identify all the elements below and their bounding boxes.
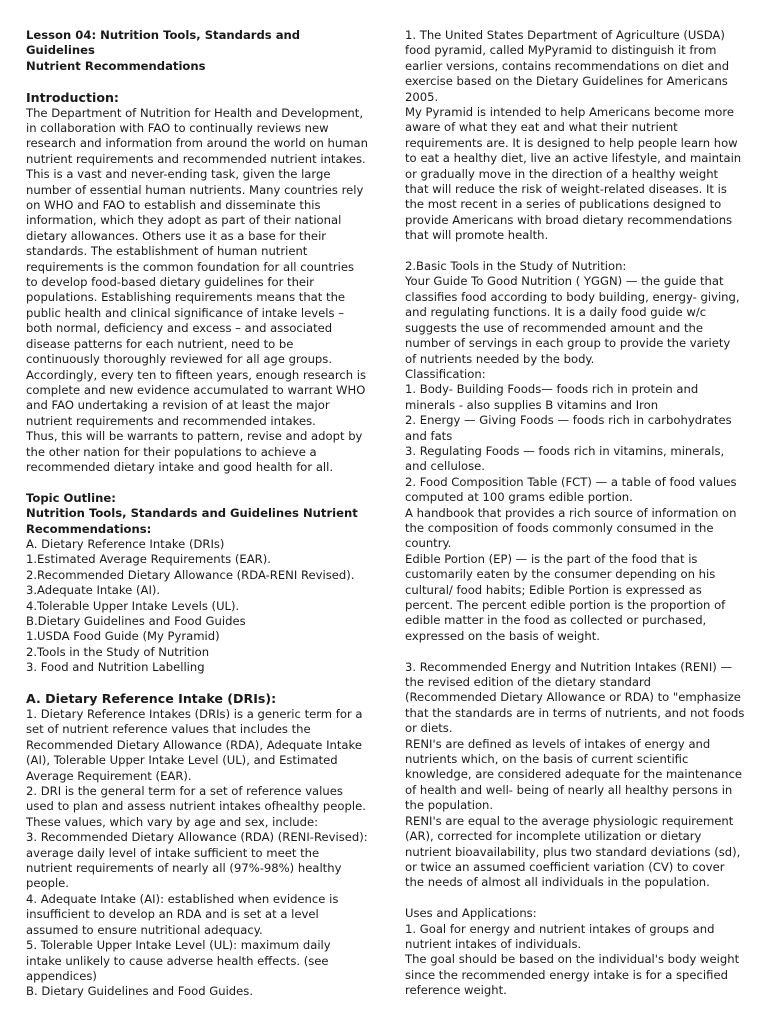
edible-portion-paragraph: Edible Portion (EP) — is the part of the food that is customarily eaten by the consumer depending on his cultural/ food habits; Edible Portion is expressed as percent. The percent edible portion is the proportion of edible matter in the food as collected or purchased, expressed on the basis of weight.: [405, 551, 726, 643]
intro-heading: Introduction:: [26, 89, 119, 105]
outline-heading: Topic Outline:: [26, 490, 116, 505]
reni-paragraph: 3. Recommended Energy and Nutrition Intakes (RENI) — the revised edition of the dietary standard (Recommended Dietary Allowance or RDA) to "emphasize that the standards are in terms of nutrients, and not foods or diets.: [405, 659, 745, 736]
mypyramid-paragraph: My Pyramid is intended to help Americans become more aware of what they eat and what their nutrient requirements are. It is designed to help people learn how to eat a healthy diet, live an active lifestyle, and maintain or gradually move in the direction of a healthy weight that will reduce the risk of weight-related diseases. It is the most recent in a series of publications designed to provide Americans with broad dietary recommendations that will promote health.: [405, 105, 742, 243]
right-column: [405, 28, 745, 999]
lesson-title: Lesson 04: Nutrition Tools, Standards and Guidelines: [26, 28, 301, 58]
outline-item: A. Dietary Reference Intake (DRIs): [26, 536, 225, 551]
outline-item: 3. Food and Nutrition Labelling: [26, 660, 205, 675]
dri-item: 2. DRI is the general term for a set of reference values used to plan and assess nutrient intakes ofhealthy people. These values, which vary by age and sex, include:: [26, 784, 366, 829]
outline-item: 4.Tolerable Upper Intake Levels (UL).: [26, 598, 240, 613]
classification-item: 2. Energy — Giving Foods — foods rich in carbohydrates and fats: [405, 413, 732, 443]
reni-definition: RENI's are defined as levels of intakes of energy and nutrients which, on the basis of current scientific knowledge, are considered adequate for the maintenance of health and well- being of nearly all healthy persons in the population.: [405, 736, 742, 813]
dri-item: 5. Tolerable Upper Intake Level (UL): maximum daily intake unlikely to cause adverse health effects. (see appendices): [26, 938, 331, 983]
outline-item: 3.Adequate Intake (AI).: [26, 583, 161, 598]
dri-item: 1. Dietary Reference Intakes (DRIs) is a generic term for a set of nutrient reference values that includes the Recommended Dietary Allowance (RDA), Adequate Intake (AI), Tolerable Upper Intake Level (UL), and Estimated Average Requirement (EAR).: [26, 707, 363, 783]
classification-item: 1. Body- Building Foods— foods rich in protein and minerals - also supplies B vitamins and Iron: [405, 382, 699, 412]
fct-paragraph: 2. Food Composition Table (FCT) — a table of food values computed at 100 grams edible portion.: [405, 474, 737, 505]
intro-paragraph: The Department of Nutrition for Health and Development, in collaboration with FAO to continually reviews new research and information from around the world on human nutrient requirements and recommended nutrient intakes. This is a vast and never-ending task, given the large number of essential human nutrients. Many countries rely on WHO and FAO to establish and disseminate this information, which they adopt as part of their national dietary allowances. Others use it as a base for their standards. The establishment of human nutrient requirements is the common foundation for all countries to develop food-based dietary guidelines for their populations. Establishing requirements means that the public health and clinical significance of intake levels – both normal, deficiency and excess – and associated disease patterns for each nutrient, need to be continuously thoroughly reviewed for all age groups. Accordingly, every ten to fifteen years, enough research is complete and new evidence accumulated to warrant WHO and FAO undertaking a revision of at least the major nutrient requirements and recommended intakes.: [26, 105, 368, 428]
outline-item: B.Dietary Guidelines and Food Guides: [26, 614, 246, 628]
dri-item: B. Dietary Guidelines and Food Guides.: [26, 984, 254, 999]
classification-label: Classification:: [405, 366, 486, 381]
outline-item: 1.Estimated Average Requirements (EAR).: [26, 552, 271, 567]
reni-equal: RENI's are equal to the average physiologic requirement (AR), corrected for incomplete utilization or dietary nutrient bioavailability, plus two standard deviations (sd), or twice an assumed coefficient variation (CV) to cover the needs of almost all individuals in the population.: [405, 813, 741, 890]
outline-item: 1.USDA Food Guide (My Pyramid): [26, 629, 220, 644]
usda-paragraph: 1. The United States Department of Agriculture (USDA) food pyramid, called MyPyramid to distinguish it from earlier versions, contains recommendations on diet and exercise based on the Dietary Guidelines for Americans 2005.: [405, 28, 730, 104]
handbook-paragraph: A handbook that provides a rich source of information on the composition of foods commonly consumed in the country.: [405, 505, 737, 551]
uses-text: The goal should be based on the individual's body weight since the recommended energy intake is for a specified reference weight.: [405, 952, 740, 998]
tools-heading: 2.Basic Tools in the Study of Nutrition:: [405, 259, 627, 274]
classification-list: [405, 382, 745, 474]
classification-item: 3. Regulating Foods — foods rich in vitamins, minerals, and cellulose.: [405, 443, 725, 474]
uses-item: 1. Goal for energy and nutrient intakes of groups and nutrient intakes of individuals.: [405, 921, 715, 951]
dri-heading: A. Dietary Reference Intake (DRIs):: [26, 691, 277, 707]
outline-title: Nutrition Tools, Standards and Guidelines Nutrient Recommendations:: [26, 506, 358, 536]
intro-paragraph-2: Thus, this will be warrants to pattern, revise and adopt by the other nation for their populations to achieve a recommended dietary intake and good health for all.: [26, 429, 363, 474]
outline-item: 2.Tools in the Study of Nutrition: [26, 644, 210, 659]
yggn-paragraph: Your Guide To Good Nutrition ( YGGN) — the guide that classifies food according to body building, energy- giving, and regulating functions. It is a daily food guide w/c suggests the use of recommended amount and the number of servings in each group to provide the variety of nutrients needed by the body.: [405, 274, 740, 366]
dri-item: 3. Recommended Dietary Allowance (RDA) (RENI-Revised): average daily level of intake sufficient to meet the nutrient requirements of nearly all (97%-98%) healthy people.: [26, 830, 368, 891]
dri-list: [26, 707, 368, 1000]
outline-list: [26, 537, 368, 676]
dri-item: 4. Adequate Intake (AI): established when evidence is insufficient to develop an RDA and is set at a level assumed to ensure nutritional adequacy.: [26, 891, 339, 937]
left-column: [26, 28, 368, 1000]
uses-heading: Uses and Applications:: [405, 906, 537, 921]
lesson-subtitle: Nutrient Recommendations: [26, 58, 206, 73]
outline-item: 2.Recommended Dietary Allowance (RDA-RENI Revised).: [26, 567, 355, 582]
